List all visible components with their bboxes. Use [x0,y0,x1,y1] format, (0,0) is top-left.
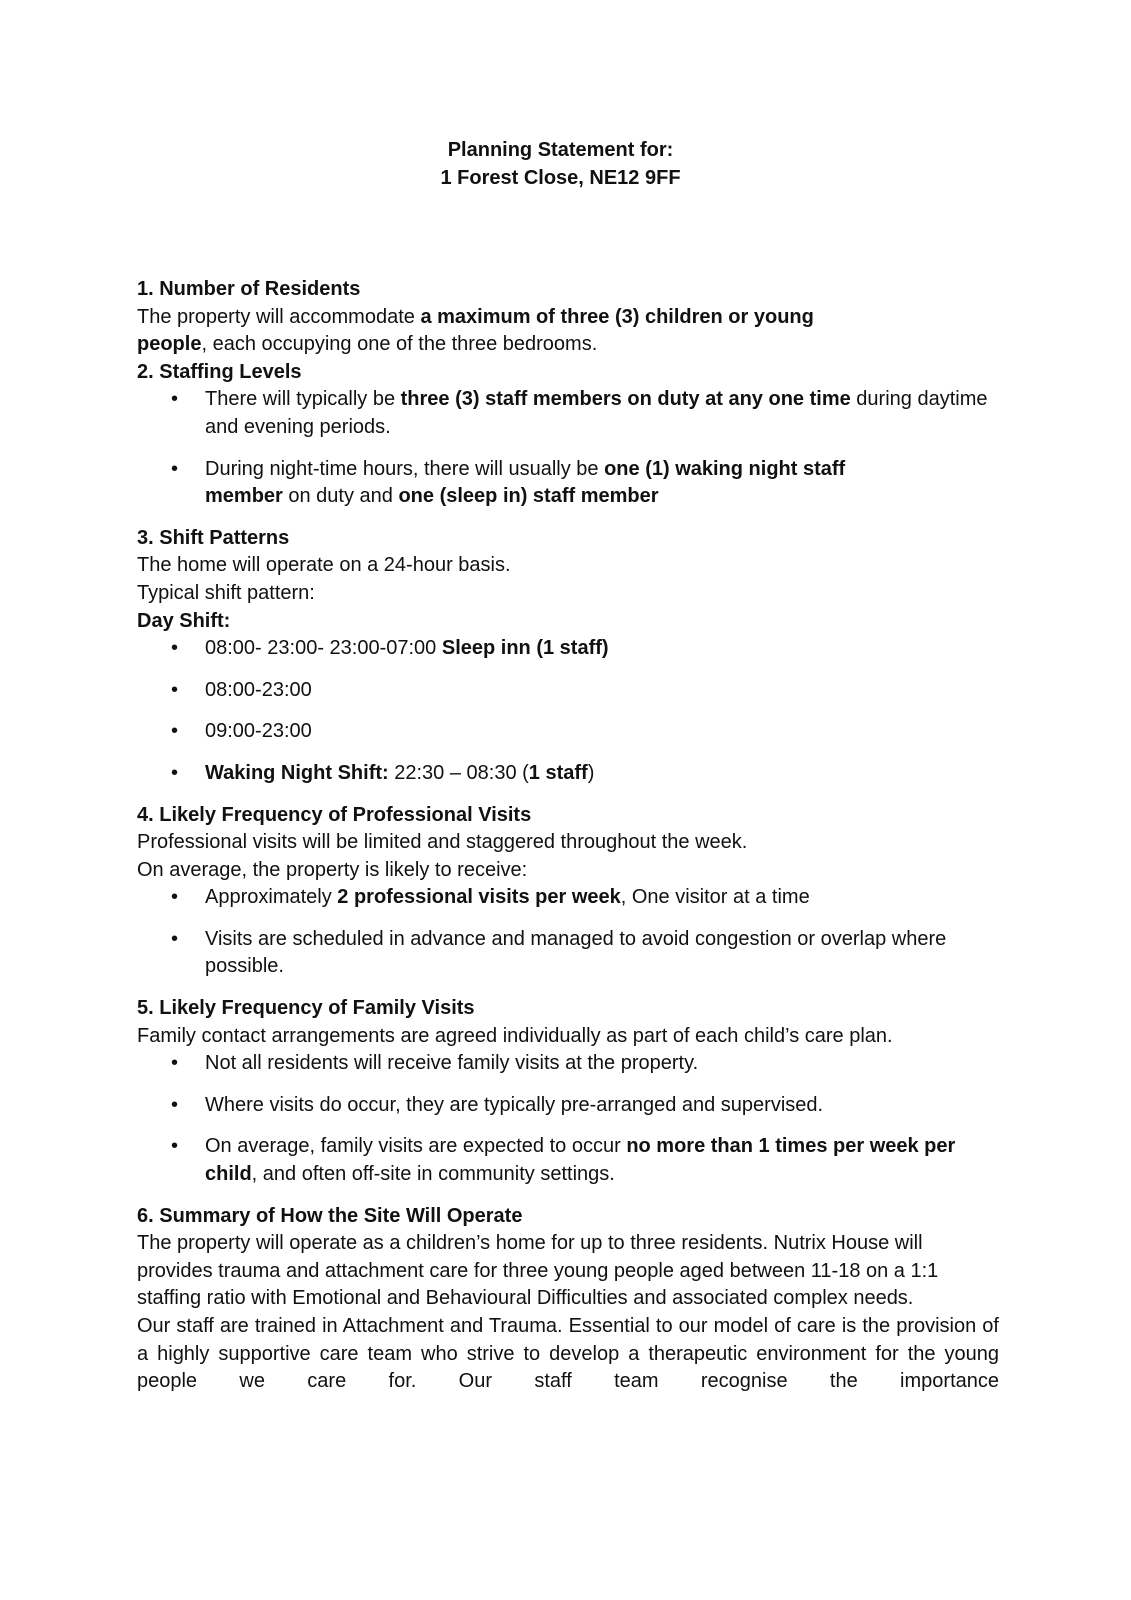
list-item: • Approximately 2 professional visits per week, One visitor at a time [137,884,999,912]
bullet-icon: • [171,1052,179,1075]
document-body [137,276,999,1396]
summary-paragraph-1: The property will operate as a children’s home for up to three residents. Nutrix House will provides trauma and attachment care for three young people aged between 11-18 on a 1:1 staffing ratio with Emotional and Behavioural Difficulties and associated complex needs. [137,1232,939,1310]
section-heading: 3. Shift Patterns [137,526,290,549]
section-residents [137,276,999,359]
bullet-icon: • [171,388,179,411]
list-item: • Waking Night Shift: 22:30 – 08:30 (1 staff) [137,760,999,788]
section-heading: 2. Staffing Levels [137,360,302,383]
section-text: The property will accommodate a maximum of three (3) children or young people, each occupying one of the three bedrooms. [137,305,814,356]
bullet-icon: • [171,678,179,701]
bullet-list [137,386,999,510]
section-text: Typical shift pattern: [137,581,315,604]
bullet-icon: • [171,457,179,480]
section-text: Professional visits will be limited and staggered throughout the week. [137,831,748,854]
section-heading: 6. Summary of How the Site Will Operate [137,1204,523,1227]
list-item: • During night-time hours, there will usually be one (1) waking night staff member on duty and one (sleep in) staff member [171,457,846,508]
section-family-visits [137,995,999,1189]
day-shift-label: Day Shift: [137,609,231,632]
bullet-list [137,1050,999,1188]
bullet-icon: • [171,927,179,950]
list-item: • Where visits do occur, they are typically pre-arranged and supervised. [137,1092,999,1120]
section-heading: 5. Likely Frequency of Family Visits [137,997,475,1020]
bullet-icon: • [171,1093,179,1116]
bullet-list [137,884,999,981]
title-line-2: 1 Forest Close, NE12 9FF [440,167,681,189]
section-summary [137,1203,999,1396]
bullet-icon: • [171,1135,179,1158]
title-line-1: Planning Statement for: [447,139,674,161]
section-professional-visits [137,802,999,982]
section-text: Family contact arrangements are agreed individually as part of each child’s care plan. [137,1024,893,1047]
section-staffing [137,359,999,511]
list-item: • Visits are scheduled in advance and managed to avoid congestion or overlap where possible. [171,927,947,978]
list-item: • 09:00-23:00 [137,718,999,746]
summary-paragraph-2: Our staff are trained in Attachment and Trauma. Essential to our model of care is the provision of a highly supportive care team who strive to develop a therapeutic environment for the young people we care for. Our staff team recognise the importance [137,1315,999,1393]
section-shift-patterns [137,525,999,788]
list-item: • There will typically be three (3) staff members on duty at any one time during daytime and evening periods. [171,388,988,438]
document-title [0,136,1131,192]
bullet-list [137,635,999,787]
bullet-icon: • [171,761,179,784]
bullet-icon: • [171,720,179,743]
bullet-icon: • [171,637,179,660]
bullet-icon: • [171,886,179,909]
list-item: • 08:00-23:00 [137,677,999,705]
list-item: • 08:00- 23:00- 23:00-07:00 Sleep inn (1 staff) [137,635,999,663]
list-item: • On average, family visits are expected to occur no more than 1 times per week per child, and often off-site in community settings. [171,1135,956,1186]
list-item: • Not all residents will receive family visits at the property. [137,1050,999,1078]
section-text: On average, the property is likely to receive: [137,858,528,881]
section-heading: 1. Number of Residents [137,278,361,300]
section-heading: 4. Likely Frequency of Professional Visits [137,803,532,826]
section-text: The home will operate on a 24-hour basis. [137,554,511,577]
